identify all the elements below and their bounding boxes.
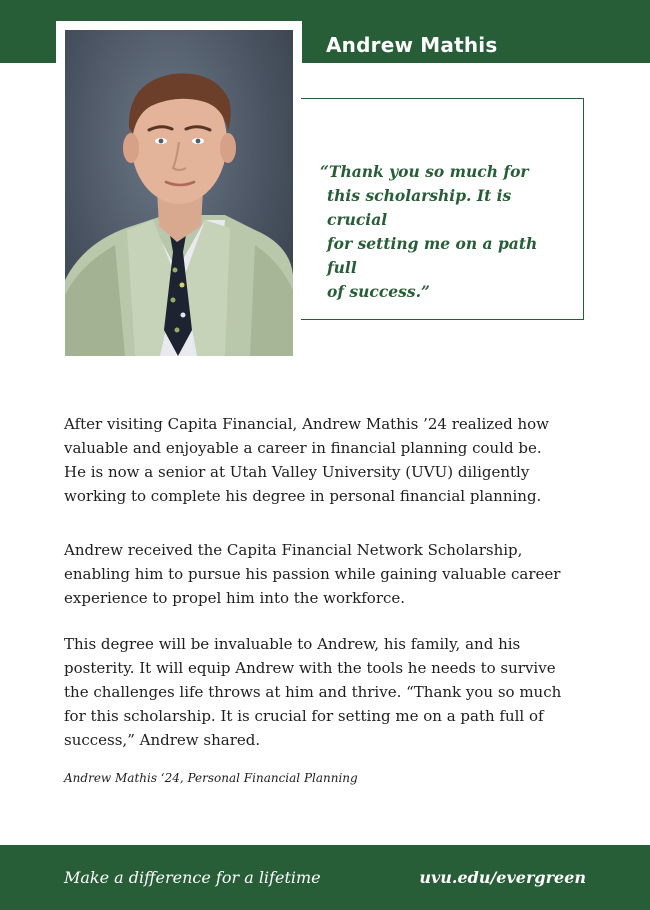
paragraph-line: Andrew received the Capita Financial Network Scholarship, — [64, 541, 523, 559]
paragraph-line: valuable and enjoyable a career in financial planning could be. — [64, 439, 542, 457]
portrait-illustration — [65, 30, 293, 356]
footer-url-link[interactable]: uvu.edu/evergreen — [419, 868, 586, 887]
footer-band — [0, 845, 650, 910]
paragraph-line: for this scholarship. It is crucial for setting me on a path full of — [64, 707, 544, 725]
footer-tagline: Make a difference for a lifetime — [64, 868, 321, 887]
quote-line: of success.” — [327, 282, 430, 301]
paragraph-line: He is now a senior at Utah Valley University (UVU) diligently — [64, 463, 530, 481]
body-paragraph-2 — [64, 538, 594, 610]
paragraph-line: After visiting Capita Financial, Andrew Mathis ’24 realized how — [64, 415, 549, 433]
photo-caption: Andrew Mathis ‘24, Personal Financial Planning — [64, 771, 358, 785]
photo-frame — [56, 21, 302, 365]
paragraph-line: the challenges life throws at him and thrive. “Thank you so much — [64, 683, 562, 701]
paragraph-line: This degree will be invaluable to Andrew, his family, and his — [64, 635, 521, 653]
quote-line: this scholarship. It is crucial — [327, 186, 512, 229]
quote-line: for setting me on a path full — [327, 234, 538, 277]
paragraph-line: success,” Andrew shared. — [64, 731, 261, 749]
body-paragraph-1 — [64, 412, 594, 508]
paragraph-line: enabling him to pursue his passion while gaining valuable career — [64, 565, 561, 583]
paragraph-line: posterity. It will equip Andrew with the tools he needs to survive — [64, 659, 556, 677]
pull-quote — [320, 160, 570, 304]
quote-line: “Thank you so much for — [320, 162, 529, 181]
portrait-photo — [65, 30, 293, 356]
paragraph-line: working to complete his degree in personal financial planning. — [64, 487, 542, 505]
page-title: Andrew Mathis — [326, 33, 498, 57]
body-paragraph-3 — [64, 632, 594, 752]
paragraph-line: experience to propel him into the workforce. — [64, 589, 406, 607]
